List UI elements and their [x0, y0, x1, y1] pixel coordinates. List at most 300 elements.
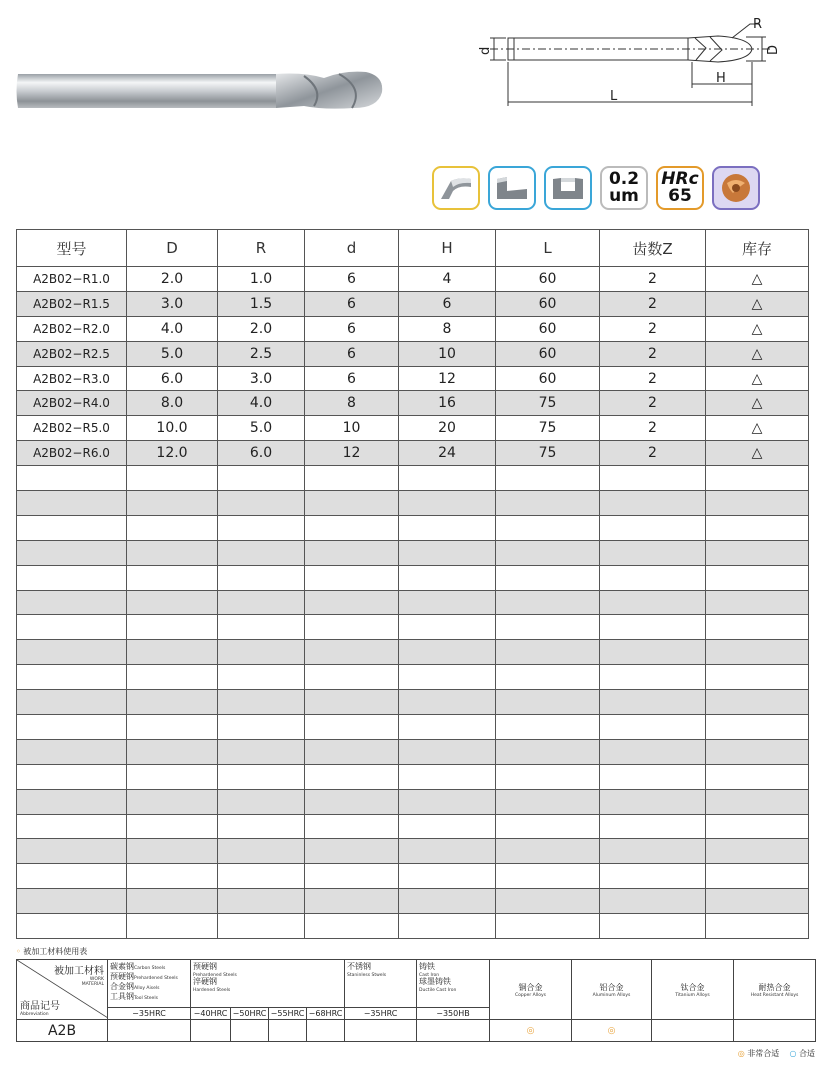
material-line: 球墨铸铁 Ductile Cast Iron	[419, 977, 457, 993]
spec-cell	[127, 466, 218, 491]
spec-cell: A2B02−R1.0	[17, 267, 127, 292]
spec-cell	[399, 565, 496, 590]
spec-cell: 2	[600, 291, 706, 316]
spec-cell: 2	[600, 391, 706, 416]
spec-cell	[305, 889, 399, 914]
spec-cell	[305, 764, 399, 789]
spec-cell: 60	[496, 267, 600, 292]
spec-cell	[706, 764, 809, 789]
hardness-label: HRc	[661, 169, 699, 189]
spec-cell: 6	[305, 291, 399, 316]
spec-cell	[496, 814, 600, 839]
spec-cell: 6	[305, 341, 399, 366]
spec-row	[17, 864, 809, 889]
spec-row	[17, 690, 809, 715]
spec-cell	[127, 590, 218, 615]
spec-cell: 20	[399, 416, 496, 441]
spec-row	[17, 889, 809, 914]
spec-cell	[17, 789, 127, 814]
material-line: 碳素钢Carbon Steels	[110, 962, 166, 971]
spec-cell	[706, 814, 809, 839]
spec-cell: 2	[600, 316, 706, 341]
spec-cell	[17, 715, 127, 740]
spec-cell	[496, 665, 600, 690]
spec-cell	[496, 839, 600, 864]
suitability-cell	[652, 1020, 734, 1042]
hardness-icon	[656, 166, 704, 210]
materials-table	[16, 959, 816, 1042]
spec-cell: △	[706, 291, 809, 316]
spec-cell: △	[706, 316, 809, 341]
spec-cell	[305, 739, 399, 764]
suitability-cell: ◎	[490, 1020, 572, 1042]
spec-cell: △	[706, 391, 809, 416]
spec-cell	[17, 914, 127, 939]
hardness-cell: −68HRC	[307, 1008, 345, 1020]
spec-cell	[600, 466, 706, 491]
spec-row	[17, 441, 809, 466]
precision-value: 0.2	[608, 169, 640, 189]
material-line: 合金钢Alloy Aisels	[110, 982, 160, 991]
spec-cell	[496, 466, 600, 491]
spec-cell: 6.0	[127, 366, 218, 391]
spec-cell: 10	[399, 341, 496, 366]
suitable-label: 合适	[799, 1049, 815, 1058]
spec-cell	[706, 889, 809, 914]
flute-length-label: H	[716, 71, 726, 86]
spec-cell	[127, 789, 218, 814]
spec-cell	[17, 690, 127, 715]
spec-cell	[17, 640, 127, 665]
spec-row	[17, 715, 809, 740]
hardness-cell: −35HRC	[345, 1008, 417, 1020]
spec-cell: 16	[399, 391, 496, 416]
spec-cell: 75	[496, 441, 600, 466]
spec-header-cell: d	[305, 230, 399, 267]
spec-cell	[496, 739, 600, 764]
side-milling-icon	[488, 166, 536, 210]
spec-header-cell: D	[127, 230, 218, 267]
precision-icon	[600, 166, 648, 210]
spec-cell: 60	[496, 316, 600, 341]
hardness-cell: −50HRC	[231, 1008, 269, 1020]
spec-cell: 5.0	[127, 341, 218, 366]
spec-header-cell: 型号	[17, 230, 127, 267]
spec-cell	[496, 789, 600, 814]
overall-length-label: L	[610, 89, 618, 104]
spec-cell	[17, 615, 127, 640]
hardness-cell: −35HRC	[108, 1008, 191, 1020]
spec-cell: 60	[496, 291, 600, 316]
spec-cell: A2B02−R2.0	[17, 316, 127, 341]
spec-cell	[305, 590, 399, 615]
spec-row	[17, 739, 809, 764]
spec-cell	[600, 914, 706, 939]
spec-cell: 75	[496, 416, 600, 441]
spec-cell	[218, 814, 305, 839]
spec-cell: 1.5	[218, 291, 305, 316]
spec-row	[17, 416, 809, 441]
legend	[738, 1048, 815, 1059]
spec-cell	[305, 839, 399, 864]
spec-cell	[399, 789, 496, 814]
spec-cell	[706, 739, 809, 764]
spec-row	[17, 665, 809, 690]
spec-cell	[127, 615, 218, 640]
spec-cell	[305, 914, 399, 939]
spec-cell: 2	[600, 366, 706, 391]
spec-cell	[127, 665, 218, 690]
spec-cell: 2	[600, 441, 706, 466]
spec-cell	[218, 590, 305, 615]
spec-header-cell: 库存	[706, 230, 809, 267]
spec-cell	[706, 690, 809, 715]
spec-row	[17, 640, 809, 665]
spec-cell: 8	[305, 391, 399, 416]
spec-cell: 3.0	[127, 291, 218, 316]
spec-cell	[127, 839, 218, 864]
spec-cell	[17, 491, 127, 516]
spec-cell	[127, 565, 218, 590]
spec-cell	[496, 515, 600, 540]
spec-cell	[496, 690, 600, 715]
spec-cell	[17, 590, 127, 615]
spec-cell: 2.5	[218, 341, 305, 366]
suitability-cell	[108, 1020, 191, 1042]
spec-cell	[600, 864, 706, 889]
spec-cell	[305, 864, 399, 889]
suitability-cell	[191, 1020, 231, 1042]
spec-cell	[17, 814, 127, 839]
spec-cell: 1.0	[218, 267, 305, 292]
spec-cell	[218, 764, 305, 789]
spec-cell	[17, 565, 127, 590]
spec-cell	[399, 466, 496, 491]
spec-cell	[127, 889, 218, 914]
spec-cell: 2	[600, 416, 706, 441]
spec-row	[17, 291, 809, 316]
shank-diameter-label: d	[478, 46, 493, 55]
spec-cell	[399, 515, 496, 540]
spec-header-cell: R	[218, 230, 305, 267]
spec-cell	[127, 540, 218, 565]
spec-cell	[127, 515, 218, 540]
suitability-cell	[345, 1020, 417, 1042]
spec-cell	[399, 764, 496, 789]
work-material-label: 被加工材料	[54, 966, 104, 977]
spec-cell: 4	[399, 267, 496, 292]
spec-cell	[17, 889, 127, 914]
spec-cell: 4.0	[218, 391, 305, 416]
very-suitable-icon: ◎	[737, 1049, 745, 1058]
spec-cell	[706, 565, 809, 590]
spec-cell	[127, 640, 218, 665]
spec-cell	[305, 491, 399, 516]
spec-cell	[218, 789, 305, 814]
spec-cell	[127, 814, 218, 839]
spec-cell	[218, 864, 305, 889]
spec-table	[16, 229, 809, 939]
spec-row	[17, 316, 809, 341]
spec-cell: 8	[399, 316, 496, 341]
spec-cell	[706, 615, 809, 640]
spec-cell	[600, 889, 706, 914]
spec-cell	[305, 515, 399, 540]
material-group-stainless	[345, 960, 417, 1008]
spec-cell	[399, 839, 496, 864]
material-line: 淬硬钢 Hardened Steels	[193, 977, 231, 993]
spec-cell	[305, 814, 399, 839]
profile-milling-icon	[432, 166, 480, 210]
tool-photo	[14, 64, 394, 114]
spec-row	[17, 491, 809, 516]
spec-cell	[399, 739, 496, 764]
suitability-cell	[734, 1020, 816, 1042]
spec-cell	[218, 640, 305, 665]
radius-label: R	[753, 17, 763, 32]
suitability-cell	[269, 1020, 307, 1042]
product-row	[17, 1020, 816, 1042]
spec-cell	[600, 615, 706, 640]
precision-unit: um	[609, 186, 639, 206]
spec-cell	[17, 466, 127, 491]
spec-cell: 60	[496, 341, 600, 366]
spec-cell	[218, 491, 305, 516]
spec-cell	[600, 540, 706, 565]
spec-cell	[600, 789, 706, 814]
hardness-cell: −350HB	[417, 1008, 490, 1020]
spec-cell: 24	[399, 441, 496, 466]
spec-cell	[399, 690, 496, 715]
spec-row	[17, 515, 809, 540]
material-line: 工具钢Tool Steels	[110, 992, 158, 1001]
spec-cell	[600, 739, 706, 764]
spec-cell	[218, 466, 305, 491]
spec-cell	[218, 565, 305, 590]
spec-cell: 6	[305, 366, 399, 391]
spec-cell: 2	[600, 341, 706, 366]
material-line: 预硬钢Prehardened Steels	[110, 972, 178, 981]
spec-cell	[218, 839, 305, 864]
materials-title: ◦ 被加工材料使用表	[16, 947, 88, 956]
spec-cell	[600, 515, 706, 540]
material-line: 不锈钢 Staninless Stwels	[347, 962, 387, 978]
spec-row	[17, 914, 809, 939]
hardness-value: 65	[668, 186, 692, 206]
alloy-heat-resistant: 耐热合金 Heat Resistant Alloys	[734, 960, 816, 1020]
spec-cell	[399, 491, 496, 516]
spec-cell	[706, 839, 809, 864]
spec-cell: △	[706, 416, 809, 441]
spec-cell: 6	[305, 267, 399, 292]
spec-row	[17, 267, 809, 292]
spec-cell	[305, 690, 399, 715]
spec-cell	[399, 640, 496, 665]
spec-cell	[305, 466, 399, 491]
spec-cell: 12	[305, 441, 399, 466]
material-line: 预硬钢 Prehardened Steels	[193, 962, 237, 978]
spec-cell: 5.0	[218, 416, 305, 441]
materials-header-row	[17, 960, 816, 1008]
spec-cell	[218, 914, 305, 939]
spec-cell	[399, 864, 496, 889]
spec-cell	[218, 690, 305, 715]
spec-cell	[600, 690, 706, 715]
spec-cell	[305, 565, 399, 590]
hardness-cell: −40HRC	[191, 1008, 231, 1020]
tool-drawing	[470, 10, 790, 110]
spec-cell: 60	[496, 366, 600, 391]
spec-row	[17, 814, 809, 839]
spec-cell: 8.0	[127, 391, 218, 416]
spec-cell	[706, 914, 809, 939]
spec-cell: 6	[399, 291, 496, 316]
spec-row	[17, 789, 809, 814]
coating-icon	[712, 166, 760, 210]
spec-cell	[496, 615, 600, 640]
abbreviation-label: 商品记号	[20, 1001, 60, 1012]
spec-cell	[17, 864, 127, 889]
spec-row	[17, 540, 809, 565]
spec-cell	[399, 715, 496, 740]
spec-cell	[706, 540, 809, 565]
spec-cell: 6	[305, 316, 399, 341]
spec-cell	[600, 665, 706, 690]
spec-cell	[218, 540, 305, 565]
spec-cell: A2B02−R1.5	[17, 291, 127, 316]
spec-cell	[600, 491, 706, 516]
spec-cell: 75	[496, 391, 600, 416]
spec-cell: A2B02−R6.0	[17, 441, 127, 466]
spec-cell	[218, 515, 305, 540]
spec-cell: 4.0	[127, 316, 218, 341]
spec-cell	[17, 839, 127, 864]
spec-cell	[399, 540, 496, 565]
spec-cell	[600, 715, 706, 740]
spec-cell: 12.0	[127, 441, 218, 466]
spec-cell	[127, 914, 218, 939]
spec-cell	[399, 615, 496, 640]
spec-cell	[600, 814, 706, 839]
spec-cell	[496, 764, 600, 789]
spec-cell	[399, 665, 496, 690]
spec-row	[17, 366, 809, 391]
spec-cell	[399, 814, 496, 839]
material-group-cast-iron	[417, 960, 490, 1008]
spec-row	[17, 590, 809, 615]
suitability-cell	[231, 1020, 269, 1042]
spec-cell: △	[706, 341, 809, 366]
suitable-icon: ○	[789, 1049, 797, 1058]
spec-cell	[17, 665, 127, 690]
spec-cell	[17, 540, 127, 565]
spec-cell	[399, 590, 496, 615]
spec-cell	[305, 640, 399, 665]
hardness-cell: −55HRC	[269, 1008, 307, 1020]
material-group-carbon	[108, 960, 191, 1008]
spec-cell: 3.0	[218, 366, 305, 391]
spec-row	[17, 565, 809, 590]
materials-corner-cell: 被加工材料 WORK MATERIAL 商品记号 Abbreviation	[17, 960, 108, 1020]
spec-cell	[305, 540, 399, 565]
spec-cell	[600, 640, 706, 665]
product-code: A2B	[17, 1020, 108, 1042]
spec-header-row	[17, 230, 809, 267]
spec-cell	[127, 690, 218, 715]
spec-cell	[496, 590, 600, 615]
spec-cell	[496, 565, 600, 590]
suitability-cell	[417, 1020, 490, 1042]
spec-cell	[127, 491, 218, 516]
slot-milling-icon	[544, 166, 592, 210]
alloy-aluminum: 铝合金 Aluminum Alloys	[572, 960, 652, 1020]
spec-cell	[399, 889, 496, 914]
spec-cell	[496, 715, 600, 740]
very-suitable-label: 非常合适	[747, 1049, 780, 1058]
spec-cell	[305, 615, 399, 640]
spec-cell	[706, 590, 809, 615]
spec-cell	[706, 715, 809, 740]
spec-cell	[706, 640, 809, 665]
spec-header-cell: H	[399, 230, 496, 267]
alloy-copper: 铜合金 Copper Alloys	[490, 960, 572, 1020]
spec-cell: A2B02−R5.0	[17, 416, 127, 441]
spec-cell	[706, 491, 809, 516]
spec-cell	[600, 565, 706, 590]
spec-row	[17, 341, 809, 366]
spec-cell	[706, 789, 809, 814]
spec-cell	[218, 739, 305, 764]
spec-cell: 10	[305, 416, 399, 441]
spec-row	[17, 391, 809, 416]
spec-cell: 12	[399, 366, 496, 391]
spec-cell	[496, 640, 600, 665]
spec-row	[17, 466, 809, 491]
alloy-titanium: 钛合金 Titanium Alloys	[652, 960, 734, 1020]
suitability-cell	[307, 1020, 345, 1042]
spec-cell: △	[706, 366, 809, 391]
spec-cell	[305, 715, 399, 740]
spec-cell	[496, 914, 600, 939]
spec-cell: A2B02−R4.0	[17, 391, 127, 416]
spec-cell	[17, 515, 127, 540]
suitability-cell: ◎	[572, 1020, 652, 1042]
spec-header-cell: L	[496, 230, 600, 267]
spec-row	[17, 615, 809, 640]
spec-cell	[399, 914, 496, 939]
spec-cell	[706, 665, 809, 690]
spec-cell	[218, 665, 305, 690]
material-group-hardened	[191, 960, 345, 1008]
spec-cell	[600, 839, 706, 864]
spec-cell	[17, 739, 127, 764]
spec-cell	[496, 491, 600, 516]
spec-cell	[706, 466, 809, 491]
spec-row	[17, 839, 809, 864]
diameter-label: D	[766, 44, 781, 55]
spec-cell	[218, 889, 305, 914]
spec-cell	[305, 665, 399, 690]
spec-cell	[706, 515, 809, 540]
spec-cell	[218, 615, 305, 640]
spec-cell: △	[706, 441, 809, 466]
spec-row	[17, 764, 809, 789]
spec-cell	[17, 764, 127, 789]
spec-cell	[127, 739, 218, 764]
spec-cell: 2	[600, 267, 706, 292]
spec-header-cell: 齿数Z	[600, 230, 706, 267]
spec-cell	[127, 715, 218, 740]
